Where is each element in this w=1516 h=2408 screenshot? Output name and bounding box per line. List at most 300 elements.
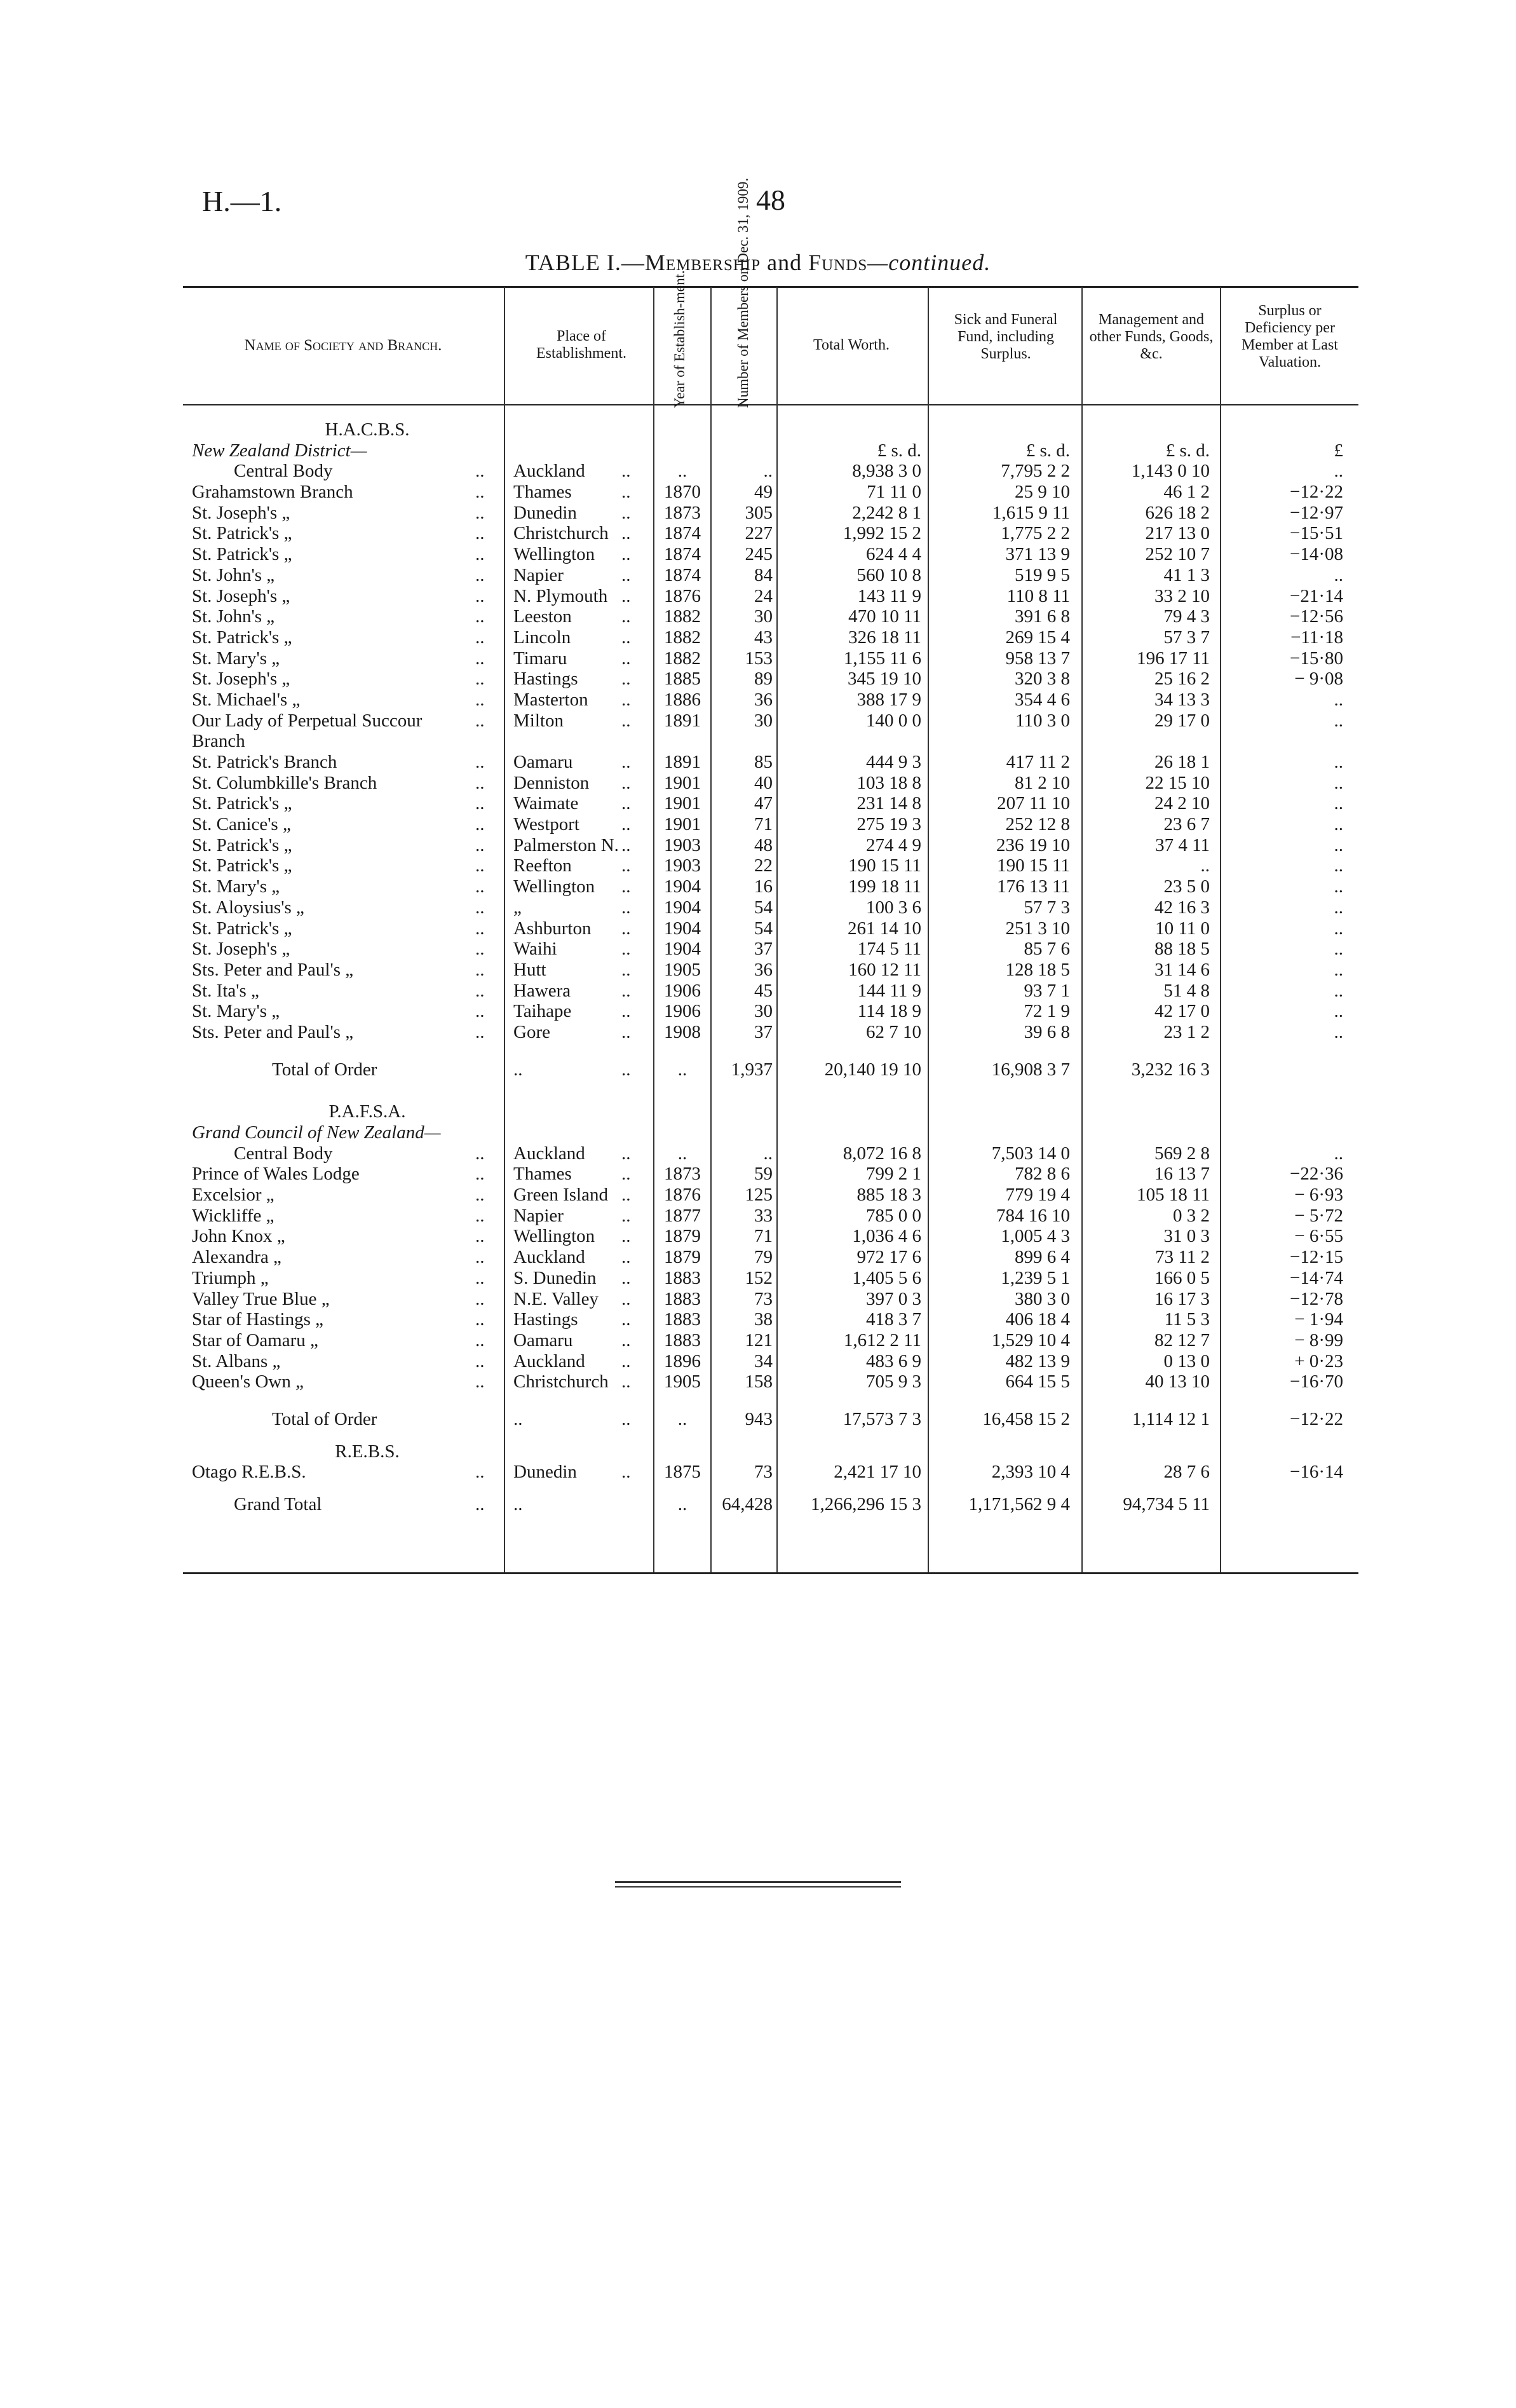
year: 1908 xyxy=(664,1021,701,1042)
leader-dots: .. xyxy=(621,1288,631,1309)
management-fund: 16 13 7 xyxy=(1154,1164,1210,1185)
leader-dots: .. xyxy=(621,752,631,772)
members: 125 xyxy=(745,1185,773,1206)
surplus: .. xyxy=(1334,1021,1343,1042)
header-worth: Total Worth. xyxy=(813,337,890,353)
branch-name: St. Michael's „ xyxy=(192,689,301,710)
management-fund: 626 18 2 xyxy=(1145,502,1210,523)
management-fund: 51 4 8 xyxy=(1163,980,1210,1001)
place: Timaru xyxy=(513,648,567,669)
members: 158 xyxy=(745,1371,773,1392)
caption-and: and xyxy=(761,250,809,275)
place: Gore xyxy=(513,1021,550,1042)
management-fund: 1,143 0 10 xyxy=(1131,461,1210,482)
branch-name: St. Joseph's „ xyxy=(192,669,290,690)
year: 1883 xyxy=(664,1330,701,1350)
leader-dots: .. xyxy=(475,1205,485,1226)
leader-dots: .. xyxy=(621,1059,631,1080)
place: Oamaru xyxy=(513,752,573,772)
leader-dots: .. xyxy=(475,939,485,960)
branch-name: Our Lady of Perpetual Succour xyxy=(192,710,423,731)
surplus: .. xyxy=(1334,710,1343,731)
year: .. xyxy=(677,1059,687,1080)
leader-dots: .. xyxy=(475,772,485,793)
surplus: .. xyxy=(1334,814,1343,835)
total-worth: 388 17 9 xyxy=(856,689,921,710)
management-fund: 82 12 7 xyxy=(1154,1330,1210,1350)
year: 1883 xyxy=(664,1309,701,1330)
year: 1879 xyxy=(664,1226,701,1247)
surplus: .. xyxy=(1334,793,1343,814)
surplus: −22·36 xyxy=(1289,1164,1343,1185)
total-worth: 103 18 8 xyxy=(856,772,921,793)
place: Lincoln xyxy=(513,627,571,648)
surplus: −21·14 xyxy=(1289,585,1343,606)
total-worth: 560 10 8 xyxy=(856,564,921,585)
total-worth: 71 11 0 xyxy=(867,482,921,503)
total-worth: 114 18 9 xyxy=(857,1001,921,1022)
leader-dots: .. xyxy=(621,710,631,731)
total-worth: 1,612 2 11 xyxy=(843,1330,921,1350)
members: 36 xyxy=(754,959,773,980)
place: Reefton xyxy=(513,855,572,876)
sick-fund: 81 2 10 xyxy=(1015,772,1070,793)
document-code: H.—1. xyxy=(202,185,282,217)
place: Palmerston N. xyxy=(513,834,619,855)
members: 245 xyxy=(745,544,773,565)
sick-fund: 391 6 8 xyxy=(1015,606,1070,627)
sick-fund: 269 15 4 xyxy=(1005,627,1070,648)
management-fund: 37 4 11 xyxy=(1155,834,1210,855)
management-fund: 46 1 2 xyxy=(1163,482,1210,503)
management-fund: 73 11 2 xyxy=(1155,1247,1210,1268)
members: .. xyxy=(763,1143,773,1164)
year: 1903 xyxy=(664,855,701,876)
management-fund: 11 5 3 xyxy=(1164,1309,1210,1330)
place: Hastings xyxy=(513,669,578,690)
leader-dots: .. xyxy=(475,1350,485,1371)
members: 89 xyxy=(754,669,773,690)
surplus: −12·78 xyxy=(1289,1288,1343,1309)
branch-name: St. Joseph's „ xyxy=(192,585,290,606)
leader-dots: .. xyxy=(621,793,631,814)
units-label: £ s. d. xyxy=(877,440,921,461)
total-worth: 418 3 7 xyxy=(866,1309,921,1330)
members: 84 xyxy=(754,564,773,585)
year: 1904 xyxy=(664,876,701,897)
branch-name: Excelsior „ xyxy=(192,1185,274,1206)
sick-fund: 16,908 3 7 xyxy=(991,1059,1070,1080)
total-worth: 160 12 11 xyxy=(848,959,921,980)
year: 1876 xyxy=(664,585,701,606)
header-year: Year of Establish-ment. xyxy=(672,270,687,408)
sick-fund: 779 19 4 xyxy=(1005,1185,1070,1206)
total-worth: 624 4 4 xyxy=(866,544,921,565)
leader-dots: .. xyxy=(475,1226,485,1247)
surplus: − 5·72 xyxy=(1294,1205,1343,1226)
branch-name: Wickliffe „ xyxy=(192,1205,274,1226)
leader-dots: .. xyxy=(621,669,631,690)
leader-dots: .. xyxy=(621,1164,631,1185)
branch-name: St. Mary's „ xyxy=(192,648,280,669)
management-fund: 57 3 7 xyxy=(1163,627,1210,648)
branch-name: Star of Hastings „ xyxy=(192,1309,323,1330)
surplus: .. xyxy=(1334,897,1343,918)
leader-dots: .. xyxy=(621,1185,631,1206)
members: 153 xyxy=(745,648,773,669)
leader-dots: .. xyxy=(475,752,485,772)
branch-name: St. Joseph's „ xyxy=(192,502,290,523)
sick-fund: 110 3 0 xyxy=(1015,710,1070,731)
year: 1882 xyxy=(664,648,701,669)
sick-fund: 207 11 10 xyxy=(997,793,1070,814)
total-worth: 261 14 10 xyxy=(848,918,921,939)
total-worth: 1,992 15 2 xyxy=(843,523,921,544)
leader-dots: .. xyxy=(621,876,631,897)
total-worth: 1,405 5 6 xyxy=(852,1267,921,1288)
management-fund: .. xyxy=(1200,855,1210,876)
branch-name: St. Patrick's „ xyxy=(192,918,292,939)
leader-dots: .. xyxy=(621,606,631,627)
surplus: .. xyxy=(1334,834,1343,855)
leader-dots: .. xyxy=(621,1021,631,1042)
total-worth: 231 14 8 xyxy=(856,793,921,814)
sick-fund: 1,529 10 4 xyxy=(991,1330,1070,1350)
branch-name: St. Patrick's „ xyxy=(192,523,292,544)
sick-fund: 72 1 9 xyxy=(1024,1001,1070,1022)
branch-name: St. John's „ xyxy=(192,606,275,627)
surplus: −14·74 xyxy=(1289,1267,1343,1288)
leader-dots: .. xyxy=(475,1001,485,1022)
management-fund: 217 13 0 xyxy=(1145,523,1210,544)
district-heading: Grand Council of New Zealand— xyxy=(192,1122,441,1143)
leader-dots: .. xyxy=(475,482,485,503)
surplus: −12·56 xyxy=(1289,606,1343,627)
header-members: Number of Members on Dec. 31, 1909. xyxy=(735,177,751,408)
society-heading: P.A.F.S.A. xyxy=(328,1101,406,1122)
leader-dots: .. xyxy=(475,669,485,690)
year: 1903 xyxy=(664,834,701,855)
leader-dots: .. xyxy=(475,918,485,939)
surplus: −14·08 xyxy=(1289,544,1343,565)
management-fund: 196 17 11 xyxy=(1137,648,1210,669)
sick-fund: 482 13 9 xyxy=(1005,1350,1070,1371)
year: 1882 xyxy=(664,627,701,648)
branch-name: St. Canice's „ xyxy=(192,814,291,835)
branch-name: Otago R.E.B.S. xyxy=(192,1462,306,1483)
total-worth: 2,421 17 10 xyxy=(834,1462,921,1483)
leader-dots: .. xyxy=(475,1371,485,1392)
leader-dots: .. xyxy=(475,980,485,1001)
total-worth: 885 18 3 xyxy=(856,1185,921,1206)
surplus: .. xyxy=(1334,564,1343,585)
sick-fund: 1,171,562 9 4 xyxy=(968,1494,1070,1514)
management-fund: 28 7 6 xyxy=(1163,1462,1210,1483)
year: .. xyxy=(677,461,687,482)
place: Dunedin xyxy=(513,1462,577,1483)
surplus: .. xyxy=(1334,855,1343,876)
place: .. xyxy=(513,1408,523,1429)
year: 1882 xyxy=(664,606,701,627)
leader-dots: .. xyxy=(475,876,485,897)
total-worth: 1,155 11 6 xyxy=(843,648,921,669)
surplus: .. xyxy=(1334,959,1343,980)
total-worth: 199 18 11 xyxy=(848,876,921,897)
members: 48 xyxy=(754,834,773,855)
leader-dots: .. xyxy=(621,1330,631,1350)
members: 64,428 xyxy=(722,1494,773,1514)
year: 1891 xyxy=(664,752,701,772)
place: Denniston xyxy=(513,772,590,793)
leader-dots: .. xyxy=(475,834,485,855)
year: 1883 xyxy=(664,1288,701,1309)
members: 47 xyxy=(754,793,773,814)
place: Auckland xyxy=(513,1247,585,1268)
surplus: .. xyxy=(1334,461,1343,482)
surplus: −12·97 xyxy=(1289,502,1343,523)
sick-fund: 899 6 4 xyxy=(1015,1247,1070,1268)
management-fund: 25 16 2 xyxy=(1154,669,1210,690)
branch-name: Alexandra „ xyxy=(192,1247,281,1268)
management-fund: 33 2 10 xyxy=(1154,585,1210,606)
leader-dots: .. xyxy=(621,918,631,939)
leader-dots: .. xyxy=(475,793,485,814)
management-fund: 1,114 12 1 xyxy=(1132,1408,1210,1429)
total-worth: 174 5 11 xyxy=(857,939,921,960)
end-rule xyxy=(615,1886,901,1888)
sick-fund: 1,775 2 2 xyxy=(1001,523,1070,544)
place: Hawera xyxy=(513,980,571,1001)
units-label: £ s. d. xyxy=(1165,440,1210,461)
members: 40 xyxy=(754,772,773,793)
total-worth: 100 3 6 xyxy=(866,897,921,918)
members: 30 xyxy=(754,1001,773,1022)
year: 1875 xyxy=(664,1462,701,1483)
management-fund: 24 2 10 xyxy=(1154,793,1210,814)
total-worth: 62 7 10 xyxy=(866,1021,921,1042)
branch-name: St. Mary's „ xyxy=(192,876,280,897)
year: .. xyxy=(677,1408,687,1429)
branch-name: St. Patrick's „ xyxy=(192,627,292,648)
year: 1876 xyxy=(664,1185,701,1206)
caption-continued: —continued. xyxy=(867,250,991,275)
members: 227 xyxy=(745,523,773,544)
management-fund: 16 17 3 xyxy=(1154,1288,1210,1309)
management-fund: 0 3 2 xyxy=(1173,1205,1210,1226)
sick-fund: 16,458 15 2 xyxy=(982,1408,1070,1429)
year: .. xyxy=(677,1143,687,1164)
members: 16 xyxy=(754,876,773,897)
table-caption xyxy=(0,249,1516,276)
management-fund: 23 5 0 xyxy=(1163,876,1210,897)
year: 1906 xyxy=(664,1001,701,1022)
surplus: .. xyxy=(1334,772,1343,793)
members: 121 xyxy=(745,1330,773,1350)
leader-dots: .. xyxy=(475,1330,485,1350)
total-worth: 345 19 10 xyxy=(848,669,921,690)
place: Wellington xyxy=(513,544,595,565)
total-worth: 8,072 16 8 xyxy=(843,1143,921,1164)
leader-dots: .. xyxy=(621,689,631,710)
leader-dots: .. xyxy=(475,1309,485,1330)
sick-fund: 7,503 14 0 xyxy=(991,1143,1070,1164)
place: Taihape xyxy=(513,1001,572,1022)
year: 1883 xyxy=(664,1267,701,1288)
place: „ xyxy=(513,897,522,918)
leader-dots: .. xyxy=(475,1021,485,1042)
leader-dots: .. xyxy=(475,585,485,606)
members: 73 xyxy=(754,1462,773,1483)
total-worth: 275 19 3 xyxy=(856,814,921,835)
place: Milton xyxy=(513,710,564,731)
leader-dots: .. xyxy=(621,1371,631,1392)
branch-name: Queen's Own „ xyxy=(192,1371,304,1392)
sick-fund: 7,795 2 2 xyxy=(1001,461,1070,482)
management-fund: 3,232 16 3 xyxy=(1131,1059,1210,1080)
surplus: .. xyxy=(1334,980,1343,1001)
surplus: −15·51 xyxy=(1289,523,1343,544)
members: 36 xyxy=(754,689,773,710)
management-fund: 22 15 10 xyxy=(1145,772,1210,793)
year: 1904 xyxy=(664,897,701,918)
leader-dots: .. xyxy=(621,814,631,835)
branch-name: Triumph „ xyxy=(192,1267,269,1288)
year: 1891 xyxy=(664,710,701,731)
leader-dots: .. xyxy=(621,523,631,544)
units-label: £ xyxy=(1334,440,1343,461)
management-fund: 252 10 7 xyxy=(1145,544,1210,565)
sick-fund: 251 3 10 xyxy=(1005,918,1070,939)
branch-name: St. Patrick's „ xyxy=(192,793,292,814)
place: Napier xyxy=(513,564,564,585)
total-worth: 190 15 11 xyxy=(848,855,921,876)
leader-dots: .. xyxy=(475,814,485,835)
place: Thames xyxy=(513,1164,572,1185)
year: 1879 xyxy=(664,1247,701,1268)
members: 54 xyxy=(754,897,773,918)
members: 152 xyxy=(745,1267,773,1288)
caption-prefix: TABLE I.— xyxy=(525,250,645,275)
members: 305 xyxy=(745,502,773,523)
header-place: Place of Establishment. xyxy=(536,328,626,362)
surplus: − 6·55 xyxy=(1294,1226,1343,1247)
leader-dots: .. xyxy=(621,1226,631,1247)
surplus: .. xyxy=(1334,1143,1343,1164)
sick-fund: 1,239 5 1 xyxy=(1001,1267,1070,1288)
members: 30 xyxy=(754,710,773,731)
place: Leeston xyxy=(513,606,572,627)
year: 1904 xyxy=(664,918,701,939)
leader-dots: .. xyxy=(475,1164,485,1185)
place: Napier xyxy=(513,1205,564,1226)
surplus: .. xyxy=(1334,689,1343,710)
surplus: −11·18 xyxy=(1290,627,1343,648)
total-worth: 20,140 19 10 xyxy=(824,1059,921,1080)
year: 1886 xyxy=(664,689,701,710)
total-worth: 444 9 3 xyxy=(866,752,921,772)
place: S. Dunedin xyxy=(513,1267,597,1288)
total-worth: 8,938 3 0 xyxy=(852,461,921,482)
leader-dots: .. xyxy=(621,1205,631,1226)
leader-dots: .. xyxy=(475,1462,485,1483)
surplus: − 1·94 xyxy=(1294,1309,1343,1330)
management-fund: 166 0 5 xyxy=(1154,1267,1210,1288)
place: Wellington xyxy=(513,876,595,897)
header-name: Name of Society and Branch. xyxy=(244,337,442,354)
leader-dots: .. xyxy=(621,897,631,918)
sick-fund: 236 19 10 xyxy=(996,834,1070,855)
place: Ashburton xyxy=(513,918,592,939)
header-surplus: Surplus or Deficiency per Member at Last Valuation. xyxy=(1242,303,1338,371)
management-fund: 0 13 0 xyxy=(1163,1350,1210,1371)
leader-dots: .. xyxy=(621,502,631,523)
leader-dots: .. xyxy=(475,544,485,565)
place: Dunedin xyxy=(513,502,577,523)
leader-dots: .. xyxy=(475,959,485,980)
members: 24 xyxy=(754,585,773,606)
leader-dots: .. xyxy=(475,627,485,648)
total-label: Total of Order xyxy=(272,1059,377,1080)
leader-dots: .. xyxy=(621,855,631,876)
leader-dots: .. xyxy=(621,1267,631,1288)
branch-name: St. Patrick's „ xyxy=(192,834,292,855)
branch-name: Central Body xyxy=(234,461,333,482)
place: Thames xyxy=(513,482,572,503)
place: Auckland xyxy=(513,1350,585,1371)
leader-dots: .. xyxy=(475,502,485,523)
management-fund: 79 4 3 xyxy=(1163,606,1210,627)
branch-name: St. Joseph's „ xyxy=(192,939,290,960)
management-fund: 41 1 3 xyxy=(1163,564,1210,585)
leader-dots: .. xyxy=(621,648,631,669)
total-worth: 326 18 11 xyxy=(848,627,921,648)
leader-dots: .. xyxy=(621,834,631,855)
leader-dots: .. xyxy=(475,1247,485,1268)
leader-dots: .. xyxy=(475,461,485,482)
leader-dots: .. xyxy=(475,855,485,876)
total-worth: 17,573 7 3 xyxy=(843,1408,921,1429)
management-fund: 29 17 0 xyxy=(1154,710,1210,731)
surplus: −12·22 xyxy=(1289,1408,1343,1429)
sick-fund: 320 3 8 xyxy=(1015,669,1070,690)
surplus: .. xyxy=(1334,752,1343,772)
members: 49 xyxy=(754,482,773,503)
leader-dots: .. xyxy=(475,1494,485,1514)
members: 54 xyxy=(754,918,773,939)
branch-name: St. Patrick's Branch xyxy=(192,752,337,772)
total-worth: 144 11 9 xyxy=(857,980,921,1001)
branch-name: Sts. Peter and Paul's „ xyxy=(192,1021,354,1042)
branch-name: Prince of Wales Lodge xyxy=(192,1164,360,1185)
total-label: Total of Order xyxy=(272,1408,377,1429)
total-worth: 2,242 8 1 xyxy=(852,502,921,523)
place: Hastings xyxy=(513,1309,578,1330)
sick-fund: 39 6 8 xyxy=(1024,1021,1070,1042)
management-fund: 88 18 5 xyxy=(1154,939,1210,960)
branch-name: St. Patrick's „ xyxy=(192,544,292,565)
sick-fund: 85 7 6 xyxy=(1024,939,1070,960)
total-worth: 972 17 6 xyxy=(856,1247,921,1268)
district-heading: New Zealand District— xyxy=(192,440,367,461)
place: Oamaru xyxy=(513,1330,573,1350)
year: 1905 xyxy=(664,959,701,980)
leader-dots: .. xyxy=(621,1462,631,1483)
sick-fund: 25 9 10 xyxy=(1015,482,1070,503)
leader-dots: .. xyxy=(475,710,485,731)
year: 1877 xyxy=(664,1205,701,1226)
leader-dots: .. xyxy=(621,959,631,980)
year: .. xyxy=(677,1494,687,1514)
